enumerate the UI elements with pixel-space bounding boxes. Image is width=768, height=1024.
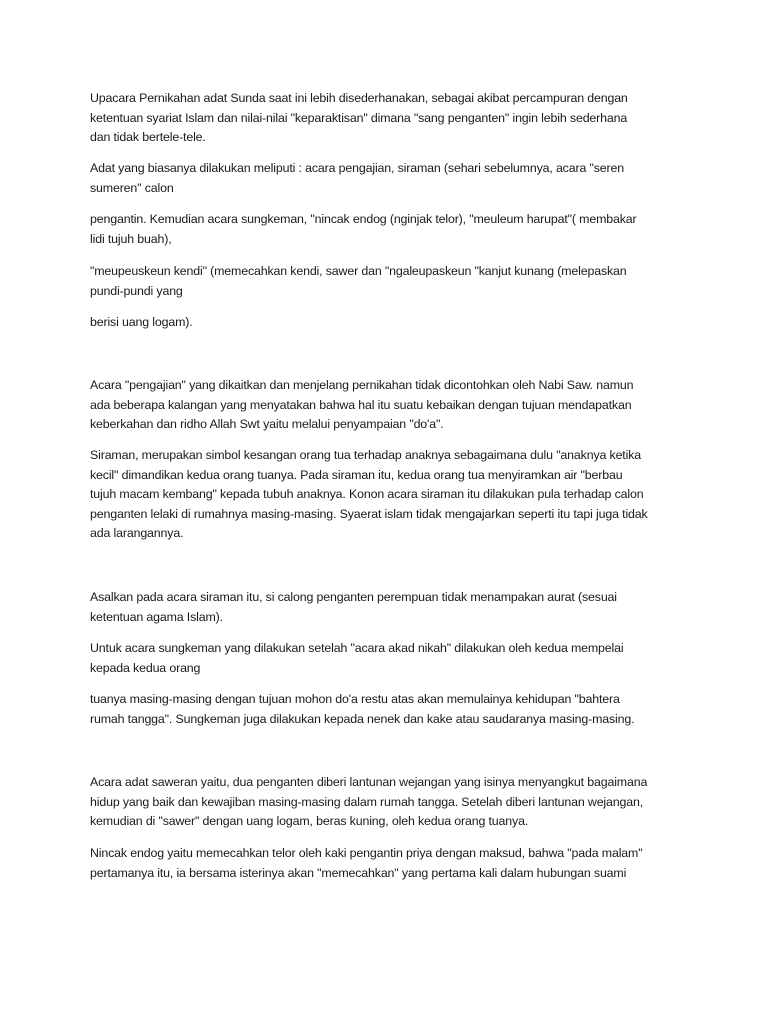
text-line: kepada kedua orang [90, 660, 201, 675]
text-line: kemudian di "sawer" dengan uang logam, beras kuning, oleh kedua orang tuanya. [90, 814, 529, 828]
text-line: Upacara Pernikahan adat Sunda saat ini lebih disederhanakan, sebagai akibat percampuran dengan [90, 91, 628, 105]
text-line: Untuk acara sungkeman yang dilakukan setelah "acara akad nikah" dilakukan oleh kedua mempelai [90, 641, 624, 655]
text-line: ada larangannya. [90, 526, 184, 540]
text-line: kecil" dimandikan kedua orang tuanya. Pada siraman itu, kedua orang tua menyiramkan air "berbau [90, 467, 623, 482]
text-line: tujuh macam kembang" kepada tubuh anaknya. Konon acara siraman itu dilakukan pula terhadap calon [90, 487, 644, 501]
text-line: ketentuan agama Islam). [90, 609, 223, 624]
text-line: Acara "pengajian" yang dikaitkan dan menjelang pernikahan tidak dicontohkan oleh Nabi Saw. namun [90, 378, 634, 392]
text-line: ada beberapa kalangan yang menyatakan bahwa hal itu suatu kebaikan dengan tujuan mendapatkan [90, 397, 632, 412]
paragraph-3 [90, 210, 690, 249]
text-line: ketentuan syariat Islam dan nilai-nilai "keparaktisan" dimana "sang penganten" ingin lebih sederhana [90, 110, 628, 125]
paragraph-7 [90, 446, 690, 544]
paragraph-1 [90, 89, 690, 148]
text-line: Asalkan pada acara siraman itu, si calong penganten perempuan tidak menampakan aurat (sesuai [90, 590, 617, 604]
text-line: hidup yang baik dan kewajiban masing-masing dalam rumah tangga. Setelah diberi lantunan wejangan, [90, 794, 644, 809]
text-line: sumeren" calon [90, 180, 174, 195]
text-line: keberkahan dan ridho Allah Swt yaitu melalui penyampaian "do'a". [90, 417, 444, 431]
text-line: "meupeuskeun kendi" (memecahkan kendi, sawer dan "ngaleupaskeun "kanjut kunang (melepaskan [90, 264, 627, 278]
text-line: pengantin. Kemudian acara sungkeman, "nincak endog (nginjak telor), "meuleum harupat"( membakar [90, 212, 637, 226]
paragraph-11 [90, 773, 690, 832]
text-line: penganten lelaki di rumahnya masing-masing. Syaerat islam tidak mengajarkan seperti itu tapi juga tidak [90, 506, 648, 521]
paragraph-8 [90, 588, 690, 627]
text-line: lidi tujuh buah), [90, 231, 172, 246]
paragraph-4 [90, 262, 690, 301]
paragraph-2 [90, 159, 690, 198]
text-line: berisi uang logam). [90, 315, 193, 329]
paragraph-10 [90, 690, 690, 729]
text-line: rumah tangga". Sungkeman juga dilakukan kepada nenek dan kake atau saudaranya masing-masing. [90, 711, 635, 726]
text-line: Acara adat saweran yaitu, dua penganten diberi lantunan wejangan yang isinya menyangkut bagaimana [90, 775, 648, 789]
text-line: Siraman, merupakan simbol kesangan orang tua terhadap anaknya sebagaimana dulu "anaknya ketika [90, 448, 641, 462]
paragraph-12 [90, 844, 690, 883]
paragraph-6 [90, 376, 690, 435]
text-line: Nincak endog yaitu memecahkan telor oleh kaki pengantin priya dengan maksud, bahwa "pada malam" [90, 846, 643, 860]
text-line: tuanya masing-masing dengan tujuan mohon do'a restu atas akan memulainya kehidupan "bahtera [90, 692, 620, 706]
paragraph-9 [90, 639, 690, 678]
text-line: dan tidak bertele-tele. [90, 130, 206, 144]
text-line: pertamanya itu, ia bersama isterinya akan "memecahkan" yang pertama kali dalam hubungan suami [90, 865, 627, 880]
text-line: pundi-pundi yang [90, 283, 183, 298]
text-line: Adat yang biasanya dilakukan meliputi : acara pengajian, siraman (sehari sebelumnya, acara "seren [90, 161, 624, 175]
paragraph-5 [90, 313, 690, 333]
